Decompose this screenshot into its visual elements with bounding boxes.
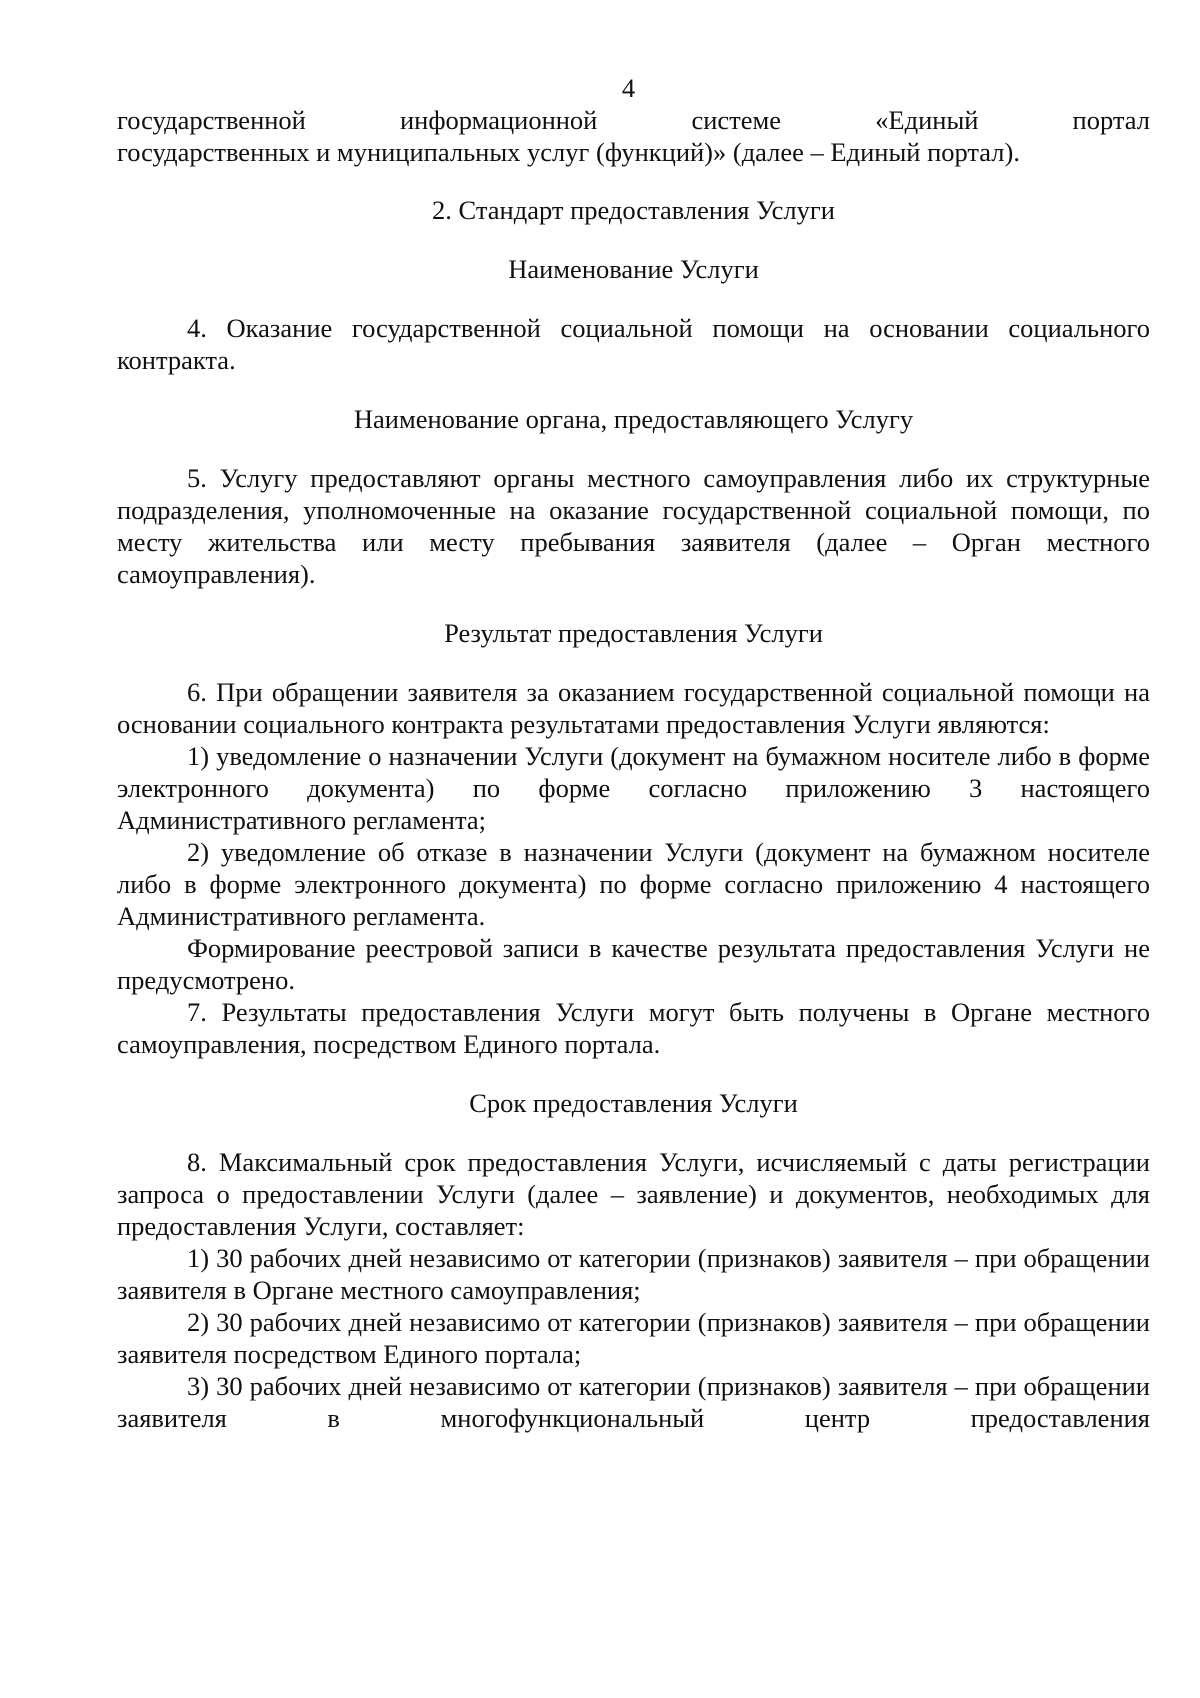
page-number: 4 (621, 73, 636, 103)
paragraph-7: 7. Результаты предоставления Услуги могут быть получены в Органе местного самоуправления, посредством Единого портала. (117, 997, 1150, 1059)
intro-line-1: государственной информационной системе «Единый портал (117, 105, 1150, 135)
paragraph-8-item-2: 2) 30 рабочих дней независимо от категории (признаков) заявителя – при обращении заявителя посредством Единого портала; (117, 1307, 1150, 1369)
intro-line-2: государственных и муниципальных услуг (функций)» (далее – Единый портал). (117, 137, 1020, 167)
paragraph-8-item-3: 3) 30 рабочих дней независимо от категории (признаков) заявителя – при обращении заявителя в многофункциональный центр предоставления (117, 1371, 1150, 1433)
paragraph-5: 5. Услугу предоставляют органы местного самоуправления либо их структурные подразделения, уполномоченные на оказание государственной социальной помощи, по месту жительства или месту пребывания заявителя (далее – Орган местного самоуправления). (117, 463, 1150, 589)
paragraph-6-item-2: 2) уведомление об отказе в назначении Услуги (документ на бумажном носителе либо в форме электронного документа) по форме согласно приложению 4 настоящего Административного регламента. (117, 837, 1150, 931)
document-page (117, 72, 1150, 1434)
paragraph-8: 8. Максимальный срок предоставления Услуги, исчисляемый с даты регистрации запроса о предоставлении Услуги (далее – заявление) и документов, необходимых для предоставления Услуги, составляет: (117, 1147, 1150, 1241)
section-title: 2. Стандарт предоставления Услуги (432, 195, 835, 225)
paragraph-8-item-1: 1) 30 рабочих дней независимо от категории (признаков) заявителя – при обращении заявителя в Органе местного самоуправления; (117, 1243, 1150, 1305)
heading-service-result: Результат предоставления Услуги (444, 618, 823, 648)
paragraph-4: 4. Оказание государственной социальной помощи на основании социального контракта. (117, 313, 1150, 375)
heading-service-name: Наименование Услуги (508, 254, 759, 284)
paragraph-6-note: Формирование реестровой записи в качестве результата предоставления Услуги не предусмотрено. (117, 933, 1150, 995)
heading-service-term: Срок предоставления Услуги (469, 1088, 798, 1118)
heading-service-organ: Наименование органа, предоставляющего Услугу (353, 404, 914, 434)
paragraph-6-item-1: 1) уведомление о назначении Услуги (документ на бумажном носителе либо в форме электронного документа) по форме согласно приложению 3 настоящего Административного регламента; (117, 741, 1150, 835)
paragraph-6: 6. При обращении заявителя за оказанием государственной социальной помощи на основании социального контракта результатами предоставления Услуги являются: (117, 677, 1150, 739)
